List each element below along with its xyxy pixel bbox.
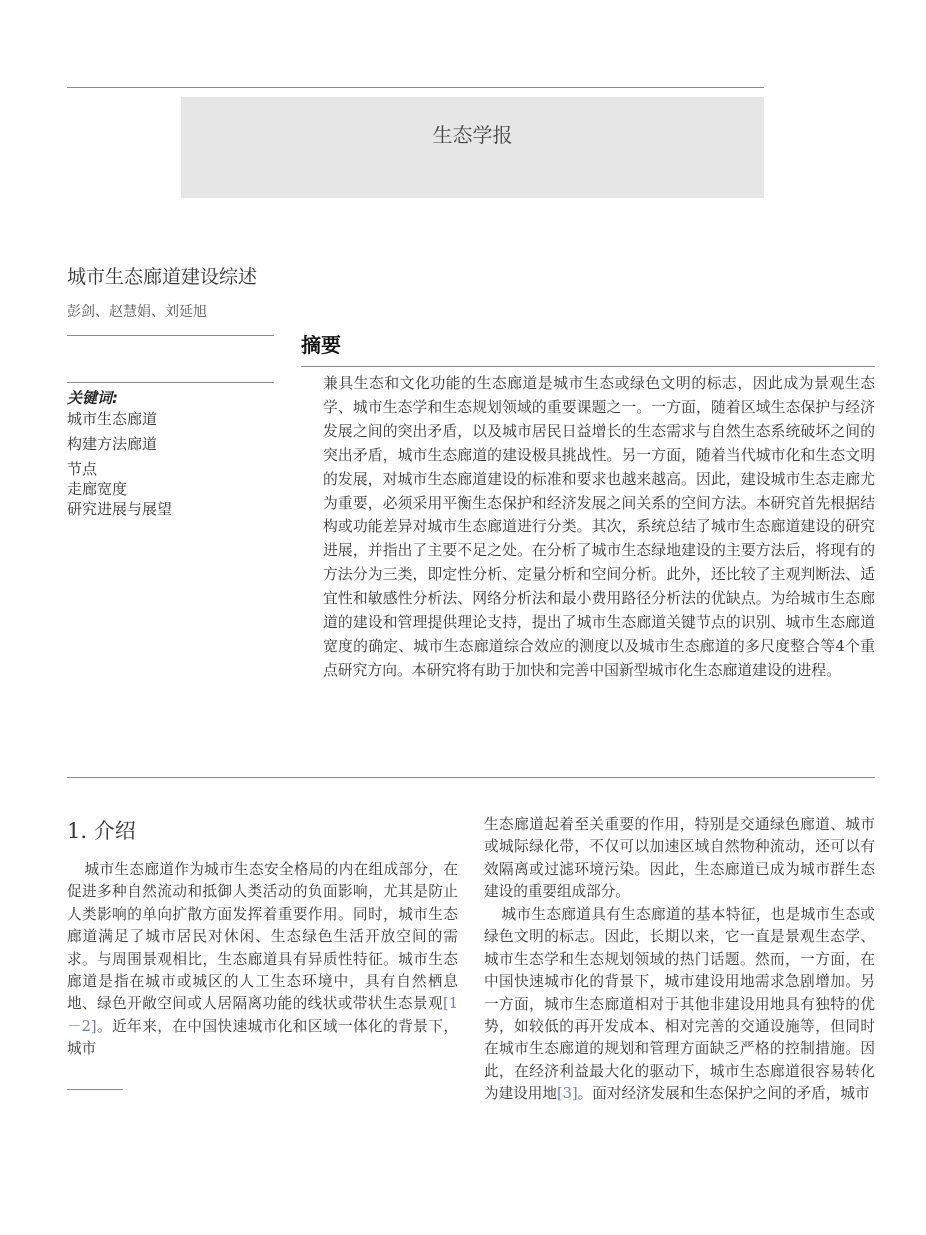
citation-link[interactable]: [1－2]	[67, 995, 458, 1035]
sidebar-rule-top	[67, 335, 274, 336]
intro-text: 生态廊道起着至关重要的作用，特别是交通绿色廊道、城市或城际绿化带，不仅可以加速区域自然物种流动，还可以有效隔离或过滤环境污染。因此，生态廊道已成为城市群生态建设的重要组成部分。	[484, 816, 875, 901]
header-rule	[67, 87, 764, 88]
abstract-heading: 摘要	[301, 333, 341, 357]
keywords-list	[67, 409, 172, 519]
keyword-item: 节点	[67, 460, 98, 478]
journal-name: 生态学报	[432, 123, 513, 147]
section-divider	[67, 777, 875, 778]
intro-text: 。近年来，在中国快速城市化和区域一体化的背景下，城市	[67, 1017, 458, 1058]
intro-text: 城市生态廊道具有生态廊道的基本特征，也是城市生态或绿色文明的标志。因此，长期以来，它一直是景观生态学、城市生态学和生态规划领域的热门话题。然而，一方面，在中国快速城市化的背景下，城市建设用地需求急剧增加。另一方面，城市生态廊道相对于其他非建设用地具有独特的优势，如较低的再开发成本、相对完善的交通设施等，但同时在城市生态廊道的规划和管理方面缺乏严格的控制措施。因此，在经济利益最大化的驱动下，城市生态廊道很容易转化为建设用地	[484, 906, 875, 1103]
keywords-rule	[67, 382, 274, 383]
article-authors: 彭剑、赵慧娟、刘延旭	[67, 304, 207, 320]
intro-paragraph-left	[67, 859, 458, 1061]
footnote-rule	[67, 1089, 123, 1090]
keyword-item: 构建方法廊道	[67, 435, 158, 453]
abstract-body: 兼具生态和文化功能的生态廊道是城市生态或绿色文明的标志，因此成为景观生态学、城市生态学和生态规划领域的重要课题之一。一方面，随着区域生态保护与经济发展之间的突出矛盾，以及城市居民日益增长的生态需求与自然生态系统破坏之间的突出矛盾，城市生态廊道的建设极具挑战性。另一方面，随着当代城市化和生态文明的发展，对城市生态廊道建设的标准和要求也越来越高。因此，建设城市生态走廊尤为重要，必须采用平衡生态保护和经济发展之间关系的空间方法。本研究首先根据结构或功能差异对城市生态廊道进行分类。其次，系统总结了城市生态廊道建设的研究进展，并指出了主要不足之处。在分析了城市生态绿地建设的主要方法后，将现有的方法分为三类，即定性分析、定量分析和空间分析。此外，还比较了主观判断法、适宜性和敏感性分析法、网络分析法和最小费用路径分析法的优缺点。为给城市生态廊道的建设和管理提供理论支持，提出了城市生态廊道关键节点的识别、城市生态廊道宽度的确定、城市生态廊道综合效应的测度以及城市生态廊道的多尺度整合等4个重点研究方向。本研究将有助于加快和完善中国新型城市化生态廊道建设的进程。	[323, 375, 875, 679]
keyword-item: 研究进展与展望	[67, 500, 173, 518]
keyword-item: 走廊宽度	[67, 480, 128, 498]
intro-paragraph-right	[484, 904, 875, 1106]
intro-paragraph-right-continued	[484, 814, 875, 904]
section-heading-introduction: 1. 介绍	[67, 819, 136, 843]
abstract-rule	[301, 366, 875, 367]
intro-text: 城市生态廊道作为城市生态安全格局的内在组成部分，在促进多种自然流动和抵御人类活动的负面影响，尤其是防止人类影响的单向扩散方面发挥着重要作用。同时，城市生态廊道满足了城市居民对休闲、生态绿色生活开放空间的需求。与周围景观相比，生态廊道具有异质性特征。城市生态廊道是指在城市或城区的人工生态环境中，具有自然栖息地、绿色开敞空间或人居隔离功能的线状或带状生态景观	[67, 861, 458, 1013]
journal-banner	[181, 97, 764, 198]
citation-link[interactable]: [3]	[556, 1085, 578, 1103]
article-title: 城市生态廊道建设综述	[67, 266, 258, 288]
keyword-item: 城市生态廊道	[67, 410, 158, 428]
keywords-label: 关键词:	[67, 389, 118, 407]
intro-text: 。面对经济发展和生态保护之间的矛盾，城市	[577, 1085, 870, 1103]
